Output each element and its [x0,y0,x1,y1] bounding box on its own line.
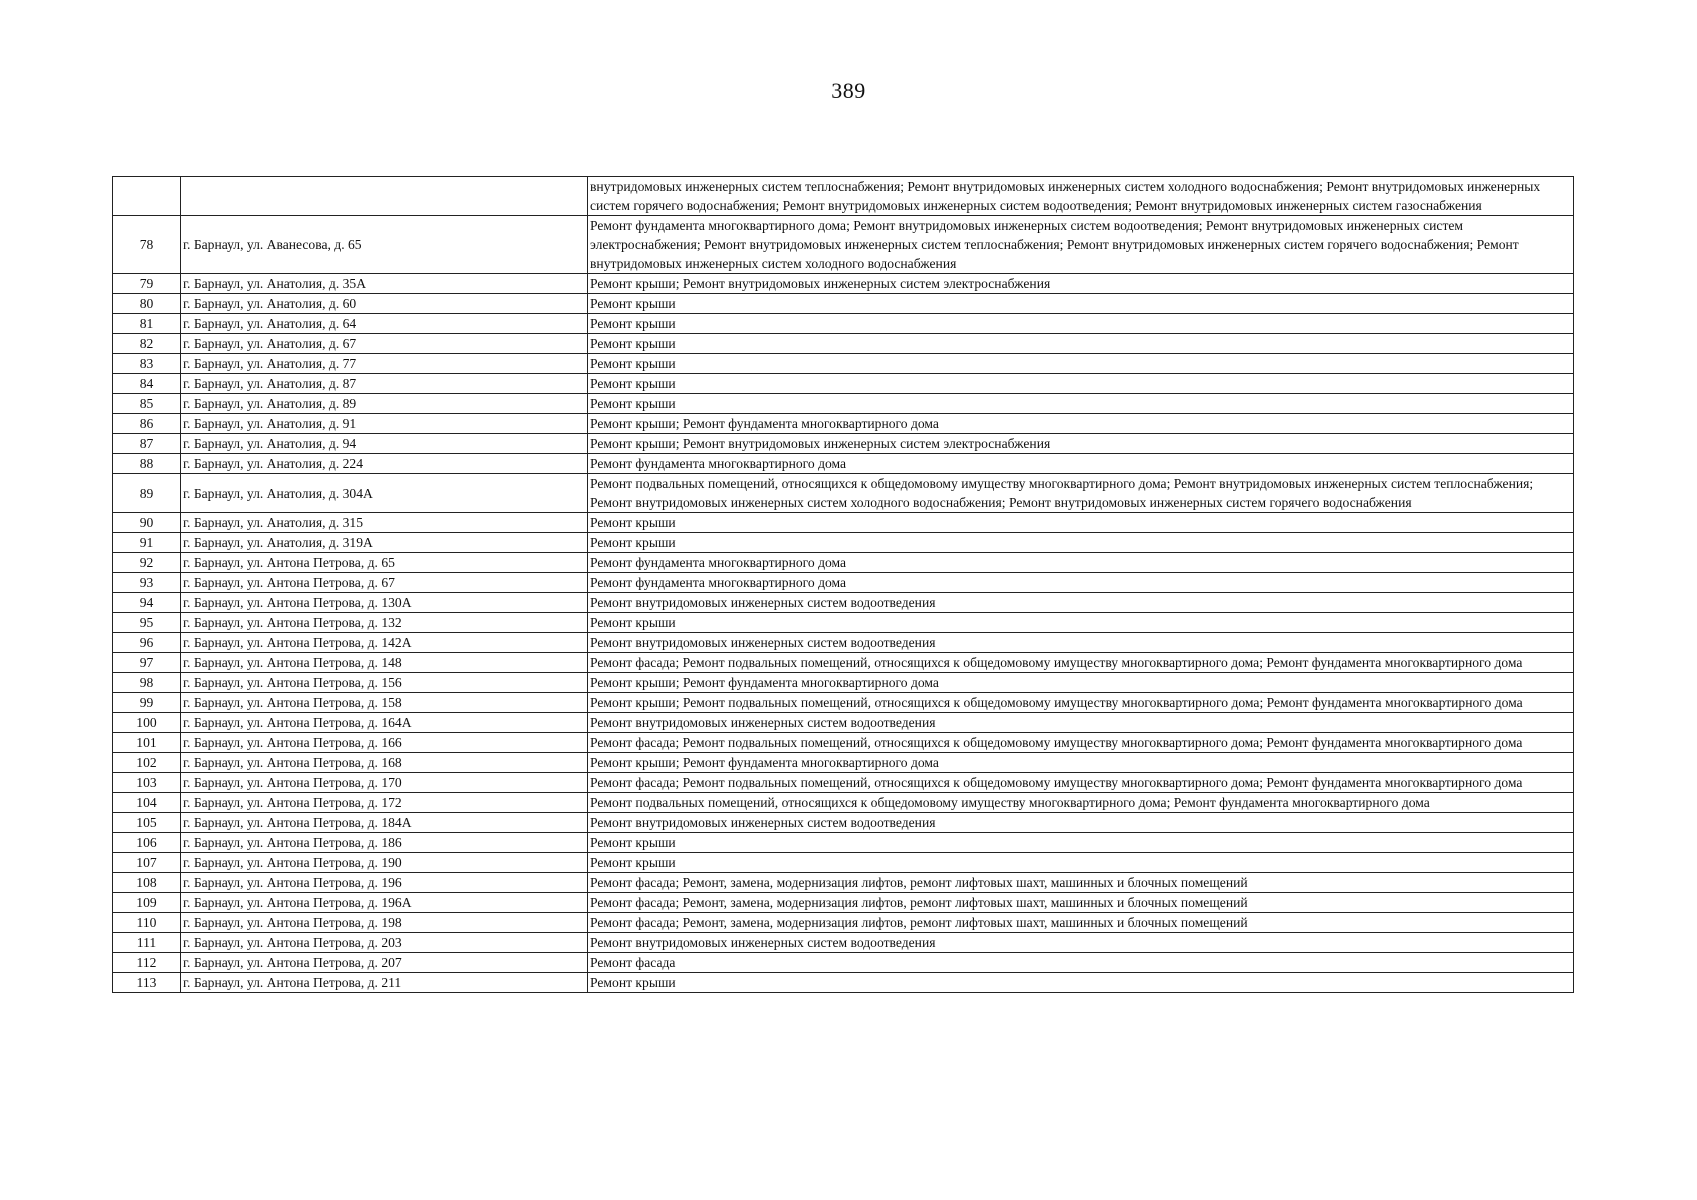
row-number: 107 [113,853,181,873]
row-number: 93 [113,573,181,593]
table-row [113,933,1574,953]
row-address: г. Барнаул, ул. Антона Петрова, д. 203 [181,933,588,953]
table-row [113,374,1574,394]
row-address: г. Барнаул, ул. Анатолия, д. 319А [181,533,588,553]
row-address: г. Барнаул, ул. Анатолия, д. 64 [181,314,588,334]
row-number: 104 [113,793,181,813]
row-address: г. Барнаул, ул. Антона Петрова, д. 207 [181,953,588,973]
row-number: 95 [113,613,181,633]
row-number: 102 [113,753,181,773]
row-address: г. Барнаул, ул. Антона Петрова, д. 190 [181,853,588,873]
table-row [113,633,1574,653]
row-works: Ремонт внутридомовых инженерных систем водоотведения [588,813,1574,833]
row-works: Ремонт крыши; Ремонт внутридомовых инженерных систем электроснабжения [588,434,1574,454]
row-number: 109 [113,893,181,913]
row-number: 90 [113,513,181,533]
row-address: г. Барнаул, ул. Антона Петрова, д. 67 [181,573,588,593]
table-row [113,653,1574,673]
row-number: 112 [113,953,181,973]
table-row [113,773,1574,793]
row-works: внутридомовых инженерных систем теплоснабжения; Ремонт внутридомовых инженерных систем холодного водоснабжения; Ремонт внутридомовых инженерных систем горячего водоснабжения; Ремонт внутридомовых инженерных систем водоотведения; Ремонт внутридомовых инженерных систем газоснабжения [588,177,1574,216]
row-address: г. Барнаул, ул. Антона Петрова, д. 198 [181,913,588,933]
row-works: Ремонт крыши; Ремонт фундамента многоквартирного дома [588,753,1574,773]
table-row [113,177,1574,216]
row-number: 81 [113,314,181,334]
row-address: г. Барнаул, ул. Антона Петрова, д. 158 [181,693,588,713]
table-row [113,693,1574,713]
row-number: 99 [113,693,181,713]
row-works: Ремонт крыши [588,354,1574,374]
table-row [113,973,1574,993]
row-number: 94 [113,593,181,613]
row-number: 92 [113,553,181,573]
row-address: г. Барнаул, ул. Антона Петрова, д. 196 [181,873,588,893]
row-works: Ремонт крыши; Ремонт подвальных помещений, относящихся к общедомовому имуществу многоквартирного дома; Ремонт фундамента многоквартирного дома [588,693,1574,713]
row-number: 113 [113,973,181,993]
row-works: Ремонт подвальных помещений, относящихся к общедомовому имуществу многоквартирного дома; Ремонт фундамента многоквартирного дома [588,793,1574,813]
table-row [113,414,1574,434]
row-works: Ремонт крыши [588,973,1574,993]
row-number: 87 [113,434,181,454]
row-works: Ремонт крыши [588,294,1574,314]
row-number: 78 [113,216,181,274]
row-number: 106 [113,833,181,853]
table-row [113,593,1574,613]
table-row [113,753,1574,773]
row-address: г. Барнаул, ул. Анатолия, д. 224 [181,454,588,474]
table-row [113,813,1574,833]
row-address: г. Барнаул, ул. Антона Петрова, д. 184А [181,813,588,833]
table-row [113,533,1574,553]
row-number: 86 [113,414,181,434]
row-number: 101 [113,733,181,753]
row-number [113,177,181,216]
row-works: Ремонт крыши [588,394,1574,414]
row-works: Ремонт фасада [588,953,1574,973]
table-row [113,833,1574,853]
row-works: Ремонт крыши [588,374,1574,394]
table-row [113,294,1574,314]
row-number: 98 [113,673,181,693]
row-address: г. Барнаул, ул. Антона Петрова, д. 130А [181,593,588,613]
table-row [113,334,1574,354]
row-number: 105 [113,813,181,833]
row-number: 110 [113,913,181,933]
row-address: г. Барнаул, ул. Аванесова, д. 65 [181,216,588,274]
row-works: Ремонт крыши [588,314,1574,334]
row-address: г. Барнаул, ул. Антона Петрова, д. 186 [181,833,588,853]
row-works: Ремонт крыши [588,853,1574,873]
table-row [113,454,1574,474]
row-number: 80 [113,294,181,314]
row-address: г. Барнаул, ул. Антона Петрова, д. 142А [181,633,588,653]
row-works: Ремонт фундамента многоквартирного дома [588,573,1574,593]
row-address: г. Барнаул, ул. Анатолия, д. 89 [181,394,588,414]
table-row [113,853,1574,873]
row-works: Ремонт фасада; Ремонт, замена, модернизация лифтов, ремонт лифтовых шахт, машинных и блочных помещений [588,893,1574,913]
row-number: 100 [113,713,181,733]
row-address: г. Барнаул, ул. Антона Петрова, д. 156 [181,673,588,693]
row-address: г. Барнаул, ул. Анатолия, д. 94 [181,434,588,454]
row-works: Ремонт фундамента многоквартирного дома [588,454,1574,474]
row-number: 111 [113,933,181,953]
row-number: 79 [113,274,181,294]
row-address: г. Барнаул, ул. Антона Петрова, д. 168 [181,753,588,773]
table-row [113,953,1574,973]
row-works: Ремонт крыши; Ремонт внутридомовых инженерных систем электроснабжения [588,274,1574,294]
table-row [113,793,1574,813]
row-works: Ремонт фасада; Ремонт, замена, модернизация лифтов, ремонт лифтовых шахт, машинных и блочных помещений [588,873,1574,893]
table-row [113,474,1574,513]
table-row [113,394,1574,414]
row-address: г. Барнаул, ул. Антона Петрова, д. 211 [181,973,588,993]
row-address: г. Барнаул, ул. Анатолия, д. 91 [181,414,588,434]
row-address: г. Барнаул, ул. Анатолия, д. 60 [181,294,588,314]
works-table-body [113,177,1574,993]
row-number: 82 [113,334,181,354]
row-address: г. Барнаул, ул. Антона Петрова, д. 164А [181,713,588,733]
row-address: г. Барнаул, ул. Анатолия, д. 77 [181,354,588,374]
row-address: г. Барнаул, ул. Антона Петрова, д. 196А [181,893,588,913]
row-works: Ремонт крыши; Ремонт фундамента многоквартирного дома [588,414,1574,434]
row-works: Ремонт внутридомовых инженерных систем водоотведения [588,713,1574,733]
table-row [113,314,1574,334]
row-works: Ремонт крыши [588,833,1574,853]
table-row [113,216,1574,274]
row-address: г. Барнаул, ул. Анатолия, д. 304А [181,474,588,513]
row-works: Ремонт крыши [588,334,1574,354]
table-row [113,673,1574,693]
row-address: г. Барнаул, ул. Антона Петрова, д. 148 [181,653,588,673]
row-works: Ремонт внутридомовых инженерных систем водоотведения [588,933,1574,953]
row-address: г. Барнаул, ул. Антона Петрова, д. 166 [181,733,588,753]
row-works: Ремонт внутридомовых инженерных систем водоотведения [588,633,1574,653]
table-row [113,434,1574,454]
row-number: 103 [113,773,181,793]
row-works: Ремонт крыши [588,613,1574,633]
row-number: 96 [113,633,181,653]
row-number: 84 [113,374,181,394]
row-works: Ремонт фасада; Ремонт, замена, модернизация лифтов, ремонт лифтовых шахт, машинных и блочных помещений [588,913,1574,933]
row-address: г. Барнаул, ул. Антона Петрова, д. 65 [181,553,588,573]
row-works: Ремонт крыши [588,513,1574,533]
row-number: 91 [113,533,181,553]
row-address: г. Барнаул, ул. Анатолия, д. 67 [181,334,588,354]
page-number: 389 [831,78,866,103]
row-number: 108 [113,873,181,893]
row-works: Ремонт фасада; Ремонт подвальных помещений, относящихся к общедомовому имуществу многоквартирного дома; Ремонт фундамента многоквартирного дома [588,653,1574,673]
table-row [113,513,1574,533]
table-row [113,713,1574,733]
table-row [113,274,1574,294]
table-row [113,613,1574,633]
row-number: 85 [113,394,181,414]
row-number: 89 [113,474,181,513]
table-row [113,873,1574,893]
table-row [113,573,1574,593]
table-row [113,893,1574,913]
row-works: Ремонт фундамента многоквартирного дома; Ремонт внутридомовых инженерных систем водоотведения; Ремонт внутридомовых инженерных систем электроснабжения; Ремонт внутридомовых инженерных систем теплоснабжения; Ремонт внутридомовых инженерных систем горячего водоснабжения; Ремонт внутридомовых инженерных систем холодного водоснабжения [588,216,1574,274]
row-number: 88 [113,454,181,474]
row-address: г. Барнаул, ул. Антона Петрова, д. 170 [181,773,588,793]
row-number: 83 [113,354,181,374]
row-works: Ремонт крыши; Ремонт фундамента многоквартирного дома [588,673,1574,693]
row-address: г. Барнаул, ул. Анатолия, д. 35А [181,274,588,294]
row-works: Ремонт фасада; Ремонт подвальных помещений, относящихся к общедомовому имуществу многоквартирного дома; Ремонт фундамента многоквартирного дома [588,733,1574,753]
table-row [113,354,1574,374]
row-works: Ремонт крыши [588,533,1574,553]
row-number: 97 [113,653,181,673]
row-address: г. Барнаул, ул. Антона Петрова, д. 132 [181,613,588,633]
works-table [112,176,1574,993]
row-works: Ремонт фундамента многоквартирного дома [588,553,1574,573]
row-address [181,177,588,216]
row-works: Ремонт внутридомовых инженерных систем водоотведения [588,593,1574,613]
row-works: Ремонт подвальных помещений, относящихся к общедомовому имуществу многоквартирного дома; Ремонт внутридомовых инженерных систем теплоснабжения; Ремонт внутридомовых инженерных систем холодного водоснабжения; Ремонт внутридомовых инженерных систем горячего водоснабжения [588,474,1574,513]
row-address: г. Барнаул, ул. Антона Петрова, д. 172 [181,793,588,813]
row-works: Ремонт фасада; Ремонт подвальных помещений, относящихся к общедомовому имуществу многоквартирного дома; Ремонт фундамента многоквартирного дома [588,773,1574,793]
table-row [113,553,1574,573]
table-row [113,733,1574,753]
row-address: г. Барнаул, ул. Анатолия, д. 87 [181,374,588,394]
table-row [113,913,1574,933]
row-address: г. Барнаул, ул. Анатолия, д. 315 [181,513,588,533]
